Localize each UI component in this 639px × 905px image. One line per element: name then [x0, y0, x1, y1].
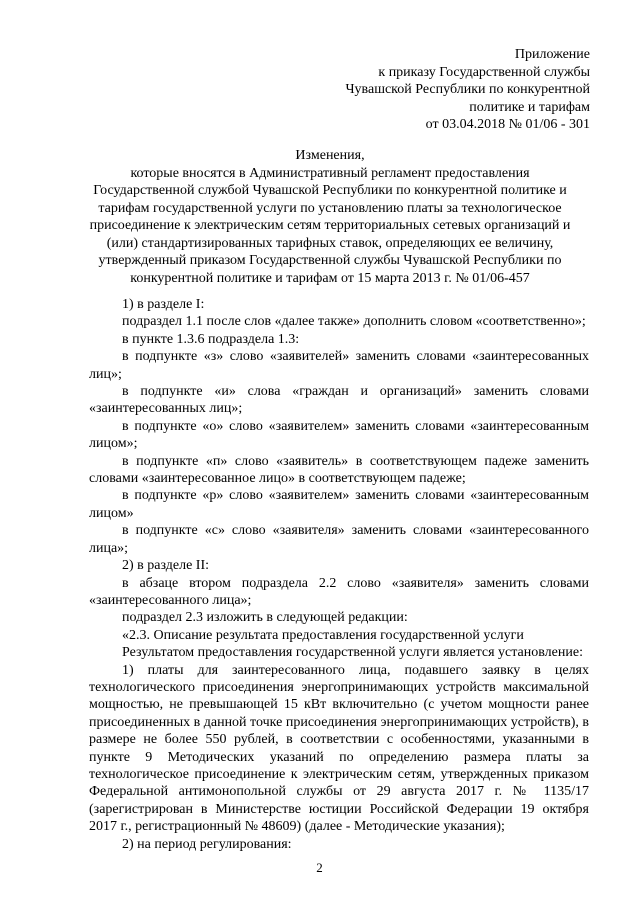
- body-paragraph: в подпункте «о» слово «заявителем» заменить словами «заинтересованным лицом»;: [89, 418, 589, 452]
- body-paragraph: подраздел 1.1 после слов «далее также» дополнить словом «соответственно»;: [122, 314, 586, 330]
- title-line: которые вносятся в Административный регламент предоставления: [130, 165, 530, 181]
- title-line: присоединение к электрическим сетям территориальных сетевых организаций и: [89, 218, 571, 233]
- appendix-header: [345, 46, 590, 134]
- body-paragraph: «2.3. Описание результата предоставления государственной услуги: [122, 627, 524, 643]
- body-paragraph: в подпункте «с» слово «заявителя» заменить словами «заинтересованного лица»;: [89, 523, 589, 556]
- title-line: Государственной службой Чувашской Республики по конкурентной политике и: [93, 183, 567, 198]
- title-heading: Изменения,: [295, 148, 365, 163]
- body-paragraph: в подпункте «п» слово «заявитель» в соответствующем падеже заменить словами «заинтересованное лицо» в соответствующем падеже;: [89, 453, 589, 487]
- appendix-line: от 03.04.2018 № 01/06 - 301: [425, 117, 590, 132]
- body-paragraph: 2) в разделе II:: [122, 558, 210, 574]
- title-line: тарифам государственной услуги по установлению платы за технологическое: [98, 200, 562, 216]
- body-paragraph: 2) на период регулирования:: [122, 836, 292, 852]
- document-body: [89, 296, 589, 853]
- title-line: конкурентной политике и тарифам от 15 марта 2013 г. № 01/06-457: [130, 270, 530, 286]
- appendix-line: Приложение: [514, 47, 590, 62]
- appendix-line: к приказу Государственной службы: [378, 64, 590, 80]
- body-paragraph: 1) в разделе I:: [122, 297, 205, 312]
- body-paragraph: в подпункте «р» слово «заявителем» заменить словами «заинтересованным лицом»: [89, 488, 589, 521]
- body-paragraph: в подпункте «з» слово «заявителей» заменить словами «заинтересованных лиц»;: [89, 349, 589, 382]
- body-paragraph: подраздел 2.3 изложить в следующей редакции:: [122, 610, 408, 626]
- title-line: (или) стандартизированных тарифных ставок, определяющих ее величину,: [106, 235, 554, 251]
- page-number: 2: [316, 860, 323, 875]
- appendix-line: Чувашской Республики по конкурентной: [345, 82, 590, 97]
- body-paragraph: в пункте 1.3.6 подраздела 1.3:: [122, 331, 300, 347]
- title-line: утвержденный приказом Государственной службы Чувашской Республики по: [98, 253, 562, 268]
- document-title: [80, 147, 580, 287]
- body-paragraph: в абзаце втором подраздела 2.2 слово «заявителя» заменить словами «заинтересованного лица»;: [89, 575, 589, 608]
- appendix-line: политике и тарифам: [469, 99, 590, 115]
- body-paragraph: Результатом предоставления государственной услуги является установление:: [122, 645, 583, 661]
- body-paragraph: 1) платы для заинтересованного лица, подавшего заявку в целях технологического присоединения энергопринимающих устройств максимальной мощностью, не превышающей 15 кВт включительно (с учетом мощности ранее присоединенных в данной точке присоединения энергопринимающих устройств), в размере не более 550 рублей, в соответствии с особенностями, указанными в пункте 9 Методических указаний по определению размера платы за технологическое присоединение к электрическим сетям, утвержденных приказом Федеральной антимонопольной службы от 29 августа 2017 г. № 1135/17 (зарегистрирован в Министерстве юстиции Российской Федерации 19 октября 2017 г., регистрационный № 48609) (далее - Методические указания);: [89, 662, 589, 835]
- body-paragraph: в подпункте «и» слова «граждан и организаций» заменить словами «заинтересованных лиц»;: [89, 384, 589, 417]
